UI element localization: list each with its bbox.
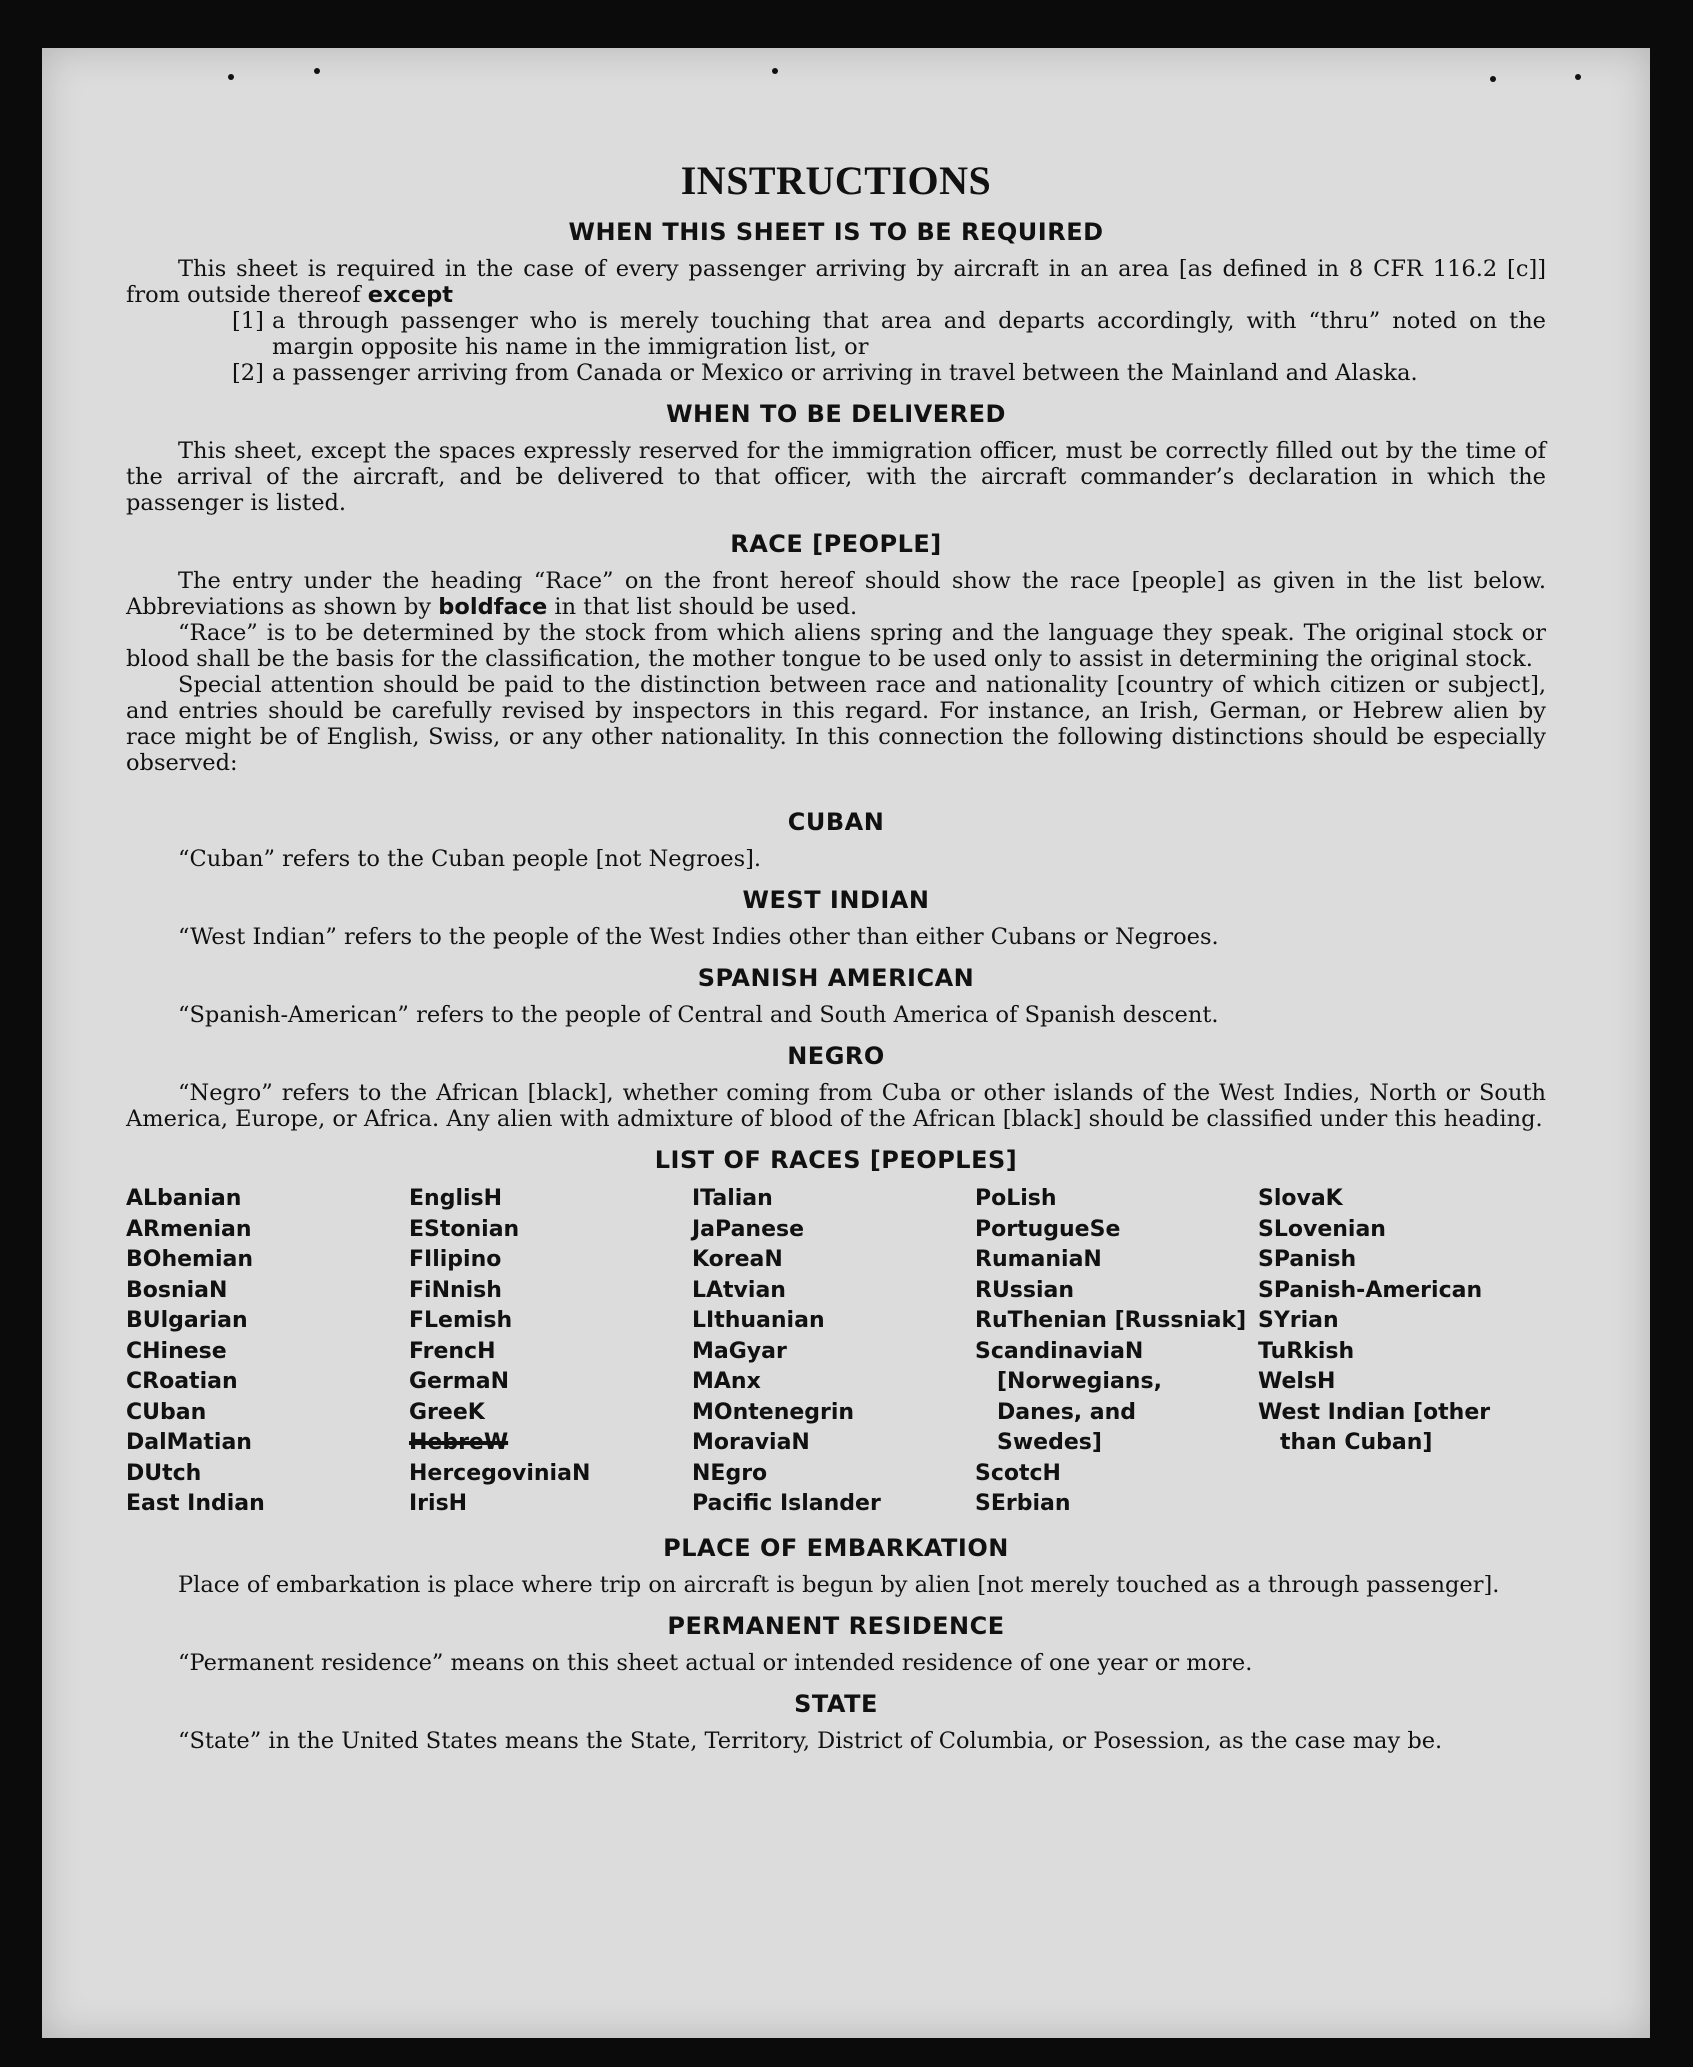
race-list <box>126 1184 1546 1520</box>
race-entry: West Indian [other than Cuban] <box>1258 1399 1491 1455</box>
race-entry: RumaniaN <box>975 1247 1102 1272</box>
item-number: [2] <box>232 360 264 386</box>
race-entry: PoLish <box>975 1186 1057 1211</box>
race-entry: MOntenegrin <box>692 1399 855 1425</box>
race-entry: EStonian <box>409 1216 520 1242</box>
punch-mark <box>772 68 778 74</box>
state-text: “State” in the United States means the State, Territory, District of Columbia, or Posession, as the case may be. <box>178 1727 1443 1754</box>
negro-text: “Negro” refers to the African [black], whether coming from Cuba or other islands of the West Indies, North or South America, Europe, or Africa. Any alien with admixture of blood of the African [black] should be classified under this heading. <box>126 1080 1546 1132</box>
race-entry: SYrian <box>1258 1308 1339 1333</box>
race-entry: ARmenian <box>126 1216 252 1242</box>
race-entry: BosniaN <box>126 1277 228 1303</box>
race-entry: FIlipino <box>409 1247 502 1272</box>
race-entry: HebreW <box>409 1430 509 1455</box>
section-heading-west-indian: WEST INDIAN <box>742 886 930 914</box>
race-entry: BUlgarian <box>126 1308 248 1333</box>
race-entry: MAnx <box>692 1369 761 1394</box>
race-entry: LIthuanian <box>692 1308 825 1333</box>
required-item <box>232 308 1546 360</box>
race-entry: RUssian <box>975 1277 1075 1303</box>
race-entry: DUtch <box>126 1460 202 1486</box>
section-heading-negro: NEGRO <box>787 1042 885 1070</box>
race-entry: CHinese <box>126 1338 227 1364</box>
race-entry: BOhemian <box>126 1247 254 1272</box>
race-entry: HercegoviniaN <box>409 1460 591 1486</box>
race-column <box>126 1184 409 1520</box>
race-entry: WelsH <box>1258 1369 1336 1394</box>
race-entry: FrencH <box>409 1338 496 1364</box>
race-entry: LAtvian <box>692 1277 786 1303</box>
race-entry: FLemish <box>409 1308 513 1333</box>
except-word: except <box>367 282 453 308</box>
required-intro: This sheet is required in the case of every passenger arriving by aircraft in an area [as defined in 8 CFR 116.2 [c]] from outside thereof except <box>126 256 1546 308</box>
race-entry: PortugueSe <box>975 1216 1121 1242</box>
west-indian-text: “West Indian” refers to the people of the West Indies other than either Cubans or Negroes. <box>178 924 1219 950</box>
race-entry: DalMatian <box>126 1430 252 1455</box>
race-entry: GermaN <box>409 1369 510 1394</box>
race-entry: NEgro <box>692 1460 768 1486</box>
section-heading-state: STATE <box>794 1689 878 1718</box>
cuban-text: “Cuban” refers to the Cuban people [not Negroes]. <box>178 846 762 872</box>
race-entry: JaPanese <box>692 1216 805 1242</box>
punch-mark <box>1575 74 1581 80</box>
punch-mark <box>228 74 234 80</box>
race-entry: ALbanian <box>126 1186 242 1211</box>
race-entry: SlovaK <box>1258 1186 1343 1211</box>
punch-mark <box>314 68 320 74</box>
race-entry: CRoatian <box>126 1369 238 1394</box>
delivered-text: This sheet, except the spaces expressly reserved for the immigration officer, must be correctly filled out by the time of the arrival of the aircraft, and be delivered to that officer, with the aircraft commander’s declaration in which the passenger is listed. <box>126 438 1546 516</box>
spanish-american-text: “Spanish-American” refers to the people of Central and South America of Spanish descent. <box>178 1002 1219 1028</box>
race-entry: East Indian <box>126 1491 265 1516</box>
race-column <box>409 1184 692 1520</box>
item-text: a passenger arriving from Canada or Mexico or arriving in travel between the Mainland and Alaska. <box>272 360 1418 386</box>
race-paragraph-1: The entry under the heading “Race” on the front hereof should show the race [people] as given in the list below. Abbreviations as shown by boldface in that list should be used. <box>126 568 1546 620</box>
item-text: a through passenger who is merely touching that area and departs accordingly, with “thru” noted on the margin opposite his name in the immigration list, or <box>272 308 1546 360</box>
race-entry: Pacific Islander <box>692 1491 881 1516</box>
race-entry: IrisH <box>409 1491 468 1516</box>
section-heading-required: WHEN THIS SHEET IS TO BE REQUIRED <box>568 218 1104 246</box>
section-heading-residence: PERMANENT RESIDENCE <box>667 1611 1005 1640</box>
race-entry: MaGyar <box>692 1338 787 1364</box>
race-entry: EnglisH <box>409 1186 503 1211</box>
item-number: [1] <box>232 308 264 334</box>
section-heading-delivered: WHEN TO BE DELIVERED <box>666 400 1006 428</box>
race-entry: RuThenian [Russniak] <box>975 1308 1247 1333</box>
race-entry: MoraviaN <box>692 1430 810 1455</box>
race-entry: TuRkish <box>1258 1338 1355 1364</box>
section-heading-race: RACE [PEOPLE] <box>730 530 942 558</box>
race-entry: SErbian <box>975 1491 1071 1516</box>
race-entry: ScotcH <box>975 1460 1061 1486</box>
race-column <box>692 1184 975 1520</box>
section-heading-cuban: CUBAN <box>787 808 885 836</box>
race-entry: SLovenian <box>1258 1216 1386 1242</box>
punch-mark <box>1490 76 1496 82</box>
boldface-word: boldface <box>438 594 548 620</box>
race-entry: KoreaN <box>692 1247 783 1272</box>
race-column <box>975 1184 1258 1520</box>
embarkation-text: Place of embarkation is place where trip on aircraft is begun by alien [not merely touched as a through passenger]. <box>178 1571 1500 1598</box>
section-heading-list: LIST OF RACES [PEOPLES] <box>654 1146 1018 1174</box>
section-heading-embarkation: PLACE OF EMBARKATION <box>663 1533 1009 1562</box>
residence-text: “Permanent residence” means on this sheet actual or intended residence of one year or more. <box>178 1649 1253 1676</box>
race-entry: ITalian <box>692 1186 773 1211</box>
section-heading-spanish-american: SPANISH AMERICAN <box>697 964 975 992</box>
race-entry: CUban <box>126 1399 207 1425</box>
page-title: INSTRUCTIONS <box>680 158 992 203</box>
instructions-content <box>126 150 1546 1754</box>
race-column <box>1258 1184 1548 1520</box>
required-item <box>232 360 1546 386</box>
race-entry: SPanish <box>1258 1247 1357 1272</box>
race-entry: FiNnish <box>409 1277 502 1303</box>
race-entry: ScandinaviaN [Norwegians, Danes, and Swedes] <box>975 1338 1162 1455</box>
race-paragraph-2: “Race” is to be determined by the stock from which aliens spring and the language they speak. The original stock or blood shall be the basis for the classification, the mother tongue to be used only to assist in determining the original stock. <box>126 620 1546 672</box>
race-entry: SPanish-American <box>1258 1277 1483 1303</box>
race-entry: GreeK <box>409 1399 485 1425</box>
race-paragraph-3: Special attention should be paid to the distinction between race and nationality [country of which citizen or subject], and entries should be carefully revised by inspectors in this regard. For instance, an Irish, German, or Hebrew alien by race might be of English, Swiss, or any other nationality. In this connection the following distinctions should be especially observed: <box>126 672 1546 776</box>
